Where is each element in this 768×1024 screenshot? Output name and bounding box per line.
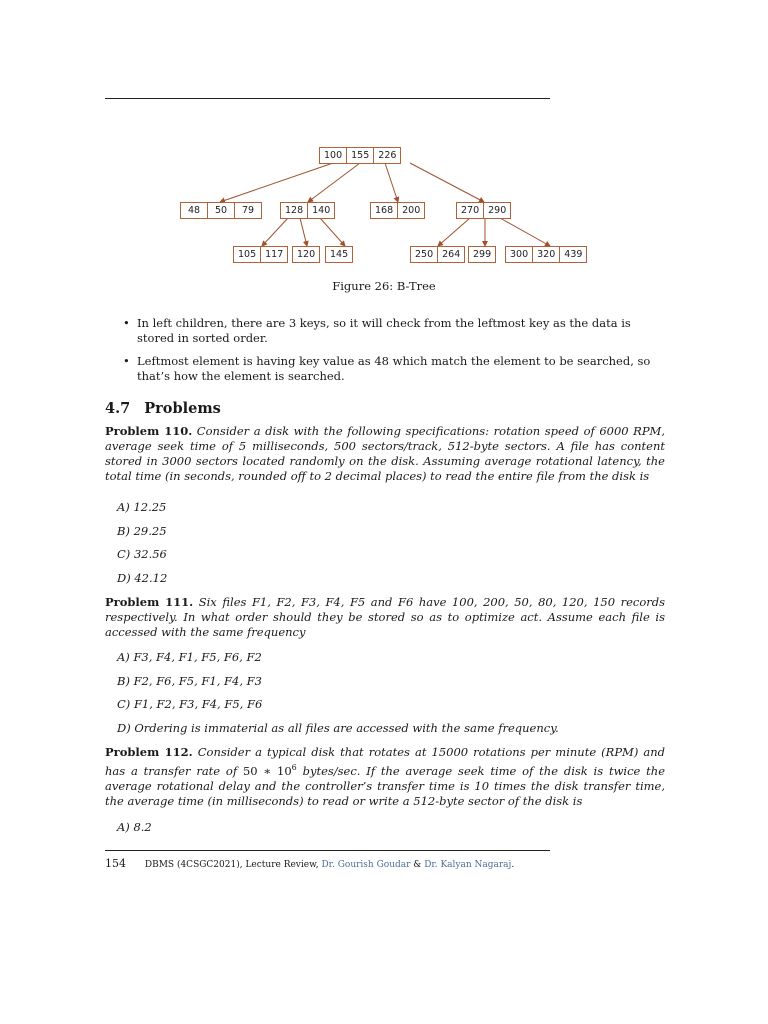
header-rule bbox=[105, 98, 550, 99]
problem-112 bbox=[105, 745, 665, 809]
problem-stem-part: Consider a typical disk that rotates at 15000 rotations per minute (RPM) and has a transfer rate of bbox=[105, 745, 665, 778]
problem-stem-math: 50 ∗ 10 bbox=[242, 763, 292, 778]
author-link-1[interactable]: Dr. Gourish Goudar bbox=[321, 860, 411, 870]
btree-key: 140 bbox=[312, 205, 331, 216]
page-footer bbox=[105, 857, 665, 870]
btree-node-l1-3 bbox=[370, 202, 425, 219]
problem-stem-exponent: 6 bbox=[291, 763, 297, 772]
btree-key: 50 bbox=[208, 203, 235, 218]
btree-key: 226 bbox=[378, 150, 397, 161]
btree-key: 168 bbox=[371, 203, 398, 218]
btree-edge bbox=[300, 218, 307, 246]
btree-edge bbox=[320, 218, 345, 246]
author-link-2[interactable]: Dr. Kalyan Nagaraj bbox=[424, 860, 512, 870]
btree-node-l2-6 bbox=[505, 246, 587, 263]
btree-key: 320 bbox=[533, 247, 560, 262]
btree-key: 264 bbox=[442, 249, 461, 260]
problem-111-options bbox=[117, 650, 559, 744]
btree-key: 105 bbox=[234, 247, 261, 262]
option-d: D) Ordering is immaterial as all files are accessed with the same frequency. bbox=[117, 720, 559, 735]
btree-key: 155 bbox=[347, 148, 374, 163]
footer-period: . bbox=[511, 860, 515, 870]
btree-edge bbox=[500, 218, 550, 246]
btree-node-l2-1 bbox=[233, 246, 288, 263]
problem-stem: Consider a disk with the following specifications: rotation speed of 6000 RPM, average seek time of 5 milliseconds, 500 sectors/track, 512-byte sectors. A file has content stored in 3000 sectors located randomly on the disk. Assuming average rotational latency, the total time (in seconds, rounded off to 2 decimal places) to read the entire file from the disk is bbox=[105, 424, 665, 483]
btree-node-l2-2 bbox=[292, 246, 320, 263]
option-d: D) 42.12 bbox=[117, 570, 168, 585]
problem-stem: Six files F1, F2, F3, F4, F5 and F6 have 100, 200, 50, 80, 120, 150 records respectively. In what order should they be stored so as to optimize act. Assume each file is accessed with the same frequency bbox=[105, 595, 665, 639]
btree-key: 300 bbox=[506, 247, 533, 262]
problem-110 bbox=[105, 424, 665, 484]
problem-label: Problem 112. bbox=[105, 745, 193, 759]
btree-root-node bbox=[319, 147, 401, 164]
btree-key: 200 bbox=[402, 205, 421, 216]
bullet-item: • In left children, there are 3 keys, so it will check from the leftmost key as the data is stored in sorted order. bbox=[120, 316, 665, 346]
problem-stem-part: bytes/sec. If the average seek time of the disk is twice the average rotational delay and the controller’s transfer time is 10 times the disk transfer time, the average time (in milliseconds) to read or write a 512-byte sector of the disk is bbox=[105, 763, 665, 808]
section-title: Problems bbox=[144, 400, 221, 417]
btree-key: 250 bbox=[411, 247, 438, 262]
btree-key: 48 bbox=[181, 203, 208, 218]
problem-111 bbox=[105, 595, 665, 640]
btree-edge bbox=[262, 218, 288, 246]
btree-node-l2-3 bbox=[325, 246, 353, 263]
footer-text: DBMS (4CSGC2021), Lecture Review, bbox=[144, 860, 319, 870]
section-heading bbox=[105, 400, 221, 417]
btree-node-l1-2 bbox=[280, 202, 335, 219]
bullet-list bbox=[120, 316, 665, 392]
btree-key: 79 bbox=[241, 205, 255, 216]
btree-key: 439 bbox=[564, 249, 583, 260]
option-a: A) 8.2 bbox=[117, 820, 152, 834]
btree-node-l2-5 bbox=[468, 246, 496, 263]
option-c: C) 32.56 bbox=[117, 547, 167, 561]
option-a: A) 12.25 bbox=[117, 500, 167, 514]
btree-figure bbox=[170, 138, 600, 268]
problem-110-options bbox=[117, 500, 167, 594]
option-b: B) 29.25 bbox=[117, 523, 167, 538]
section-number: 4.7 bbox=[105, 400, 131, 417]
btree-key: 128 bbox=[281, 203, 308, 218]
page-number: 154 bbox=[105, 857, 126, 870]
btree-key: 117 bbox=[265, 249, 284, 260]
problem-label: Problem 111. bbox=[105, 595, 194, 609]
btree-edge bbox=[438, 218, 470, 246]
btree-key: 120 bbox=[297, 249, 316, 260]
btree-node-l2-4 bbox=[410, 246, 465, 263]
option-b: B) F2, F6, F5, F1, F4, F3 bbox=[117, 673, 262, 688]
figure-caption: Figure 26: B-Tree bbox=[332, 279, 436, 293]
btree-node-l1-4 bbox=[456, 202, 511, 219]
btree-key: 100 bbox=[320, 148, 347, 163]
btree-key: 145 bbox=[330, 249, 349, 260]
btree-key: 299 bbox=[473, 249, 492, 260]
bullet-item: • Leftmost element is having key value as 48 which match the element to be searched, so that’s how the element is searched. bbox=[120, 354, 665, 384]
option-c: C) F1, F2, F3, F4, F5, F6 bbox=[117, 697, 263, 711]
problem-label: Problem 110. bbox=[105, 424, 193, 438]
option-a: A) F3, F4, F1, F5, F6, F2 bbox=[117, 650, 262, 664]
btree-edge bbox=[410, 163, 484, 202]
btree-node-l1-1 bbox=[180, 202, 262, 219]
btree-key: 290 bbox=[488, 205, 507, 216]
btree-edge bbox=[385, 163, 398, 202]
footer-ampersand: & bbox=[413, 860, 422, 870]
btree-key: 270 bbox=[457, 203, 484, 218]
footer-rule bbox=[105, 850, 550, 851]
problem-112-options bbox=[117, 820, 152, 844]
